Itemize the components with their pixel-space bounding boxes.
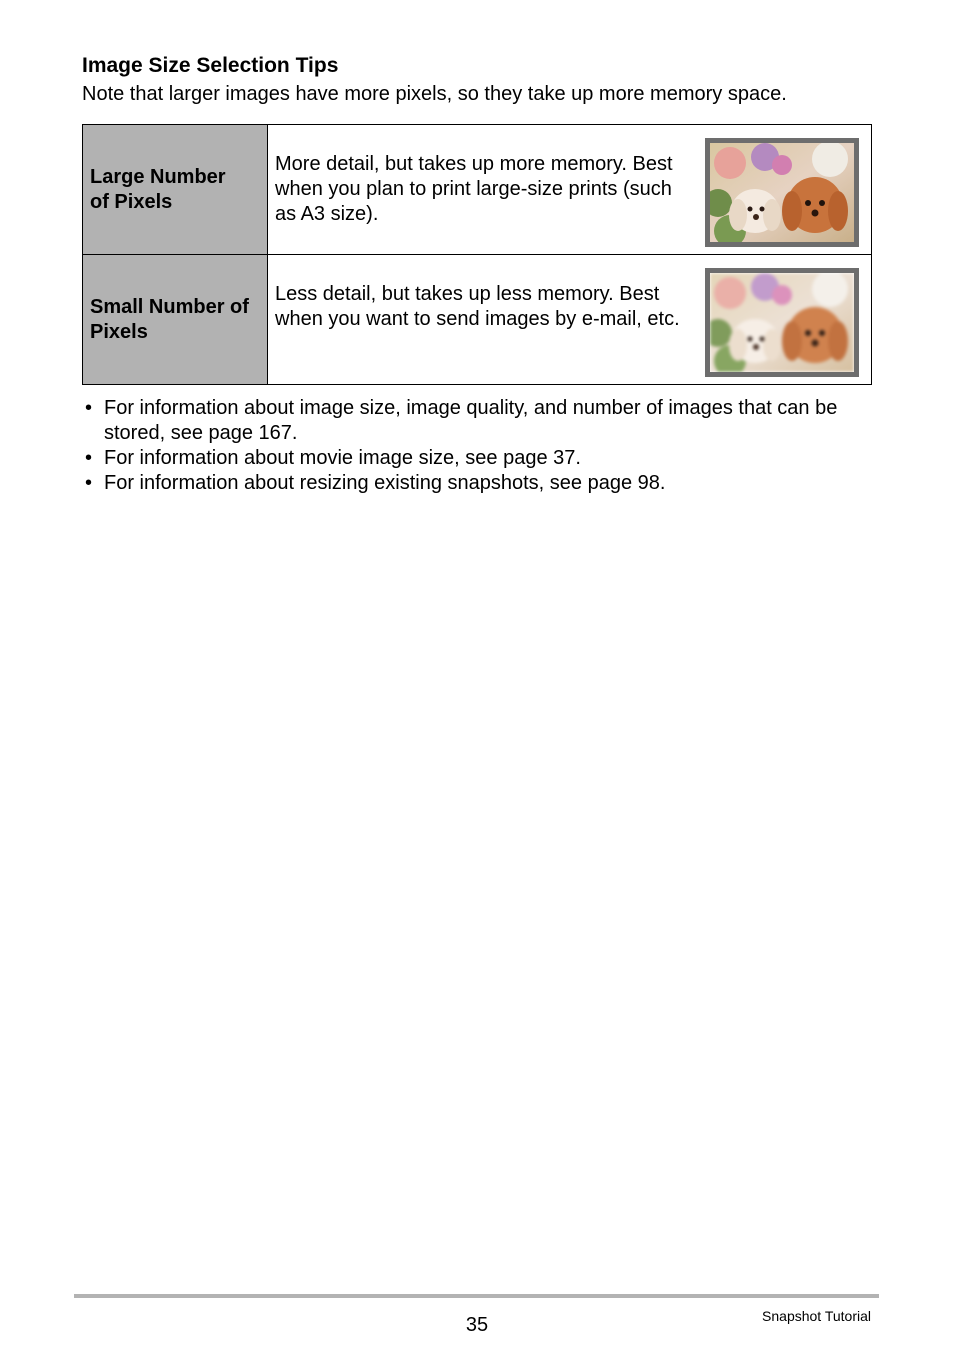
bullet-icon: • bbox=[85, 397, 93, 419]
table-row bbox=[83, 125, 872, 255]
row-description-cell bbox=[268, 255, 872, 385]
section-heading: Image Size Selection Tips bbox=[82, 54, 339, 77]
list-item bbox=[82, 396, 882, 446]
bullet-icon: • bbox=[85, 447, 93, 469]
row-description-cell bbox=[268, 125, 872, 255]
row-label: Small Number of Pixels bbox=[90, 295, 249, 343]
bullet-text: For information about movie image size, see page 37. bbox=[104, 447, 581, 469]
bullet-text: For information about image size, image quality, and number of images that can be stored, see page 167. bbox=[104, 397, 838, 444]
intro-text: Note that larger images have more pixels, so they take up more memory space. bbox=[82, 83, 787, 105]
image-size-table bbox=[82, 124, 872, 385]
list-item bbox=[82, 471, 882, 496]
page-number: 35 bbox=[465, 1314, 489, 1336]
bullet-text: For information about resizing existing snapshots, see page 98. bbox=[104, 472, 666, 494]
row-description: Less detail, but takes up less memory. Best when you want to send images by e-mail, etc. bbox=[275, 283, 680, 330]
dogs-photo-sharp-icon bbox=[705, 138, 859, 247]
list-item bbox=[82, 446, 882, 471]
bullet-icon: • bbox=[85, 472, 93, 494]
row-label: Large Number of Pixels bbox=[90, 165, 226, 213]
footer-divider bbox=[74, 1294, 879, 1298]
dogs-photo-blurred-icon bbox=[705, 268, 859, 377]
table-row bbox=[83, 255, 872, 385]
row-label-cell bbox=[83, 125, 268, 255]
row-label-cell bbox=[83, 255, 268, 385]
info-bullet-list bbox=[82, 396, 882, 496]
row-description: More detail, but takes up more memory. Best when you plan to print large-size prints (such as A3 size). bbox=[275, 153, 673, 225]
footer-section-title: Snapshot Tutorial bbox=[762, 1308, 871, 1324]
